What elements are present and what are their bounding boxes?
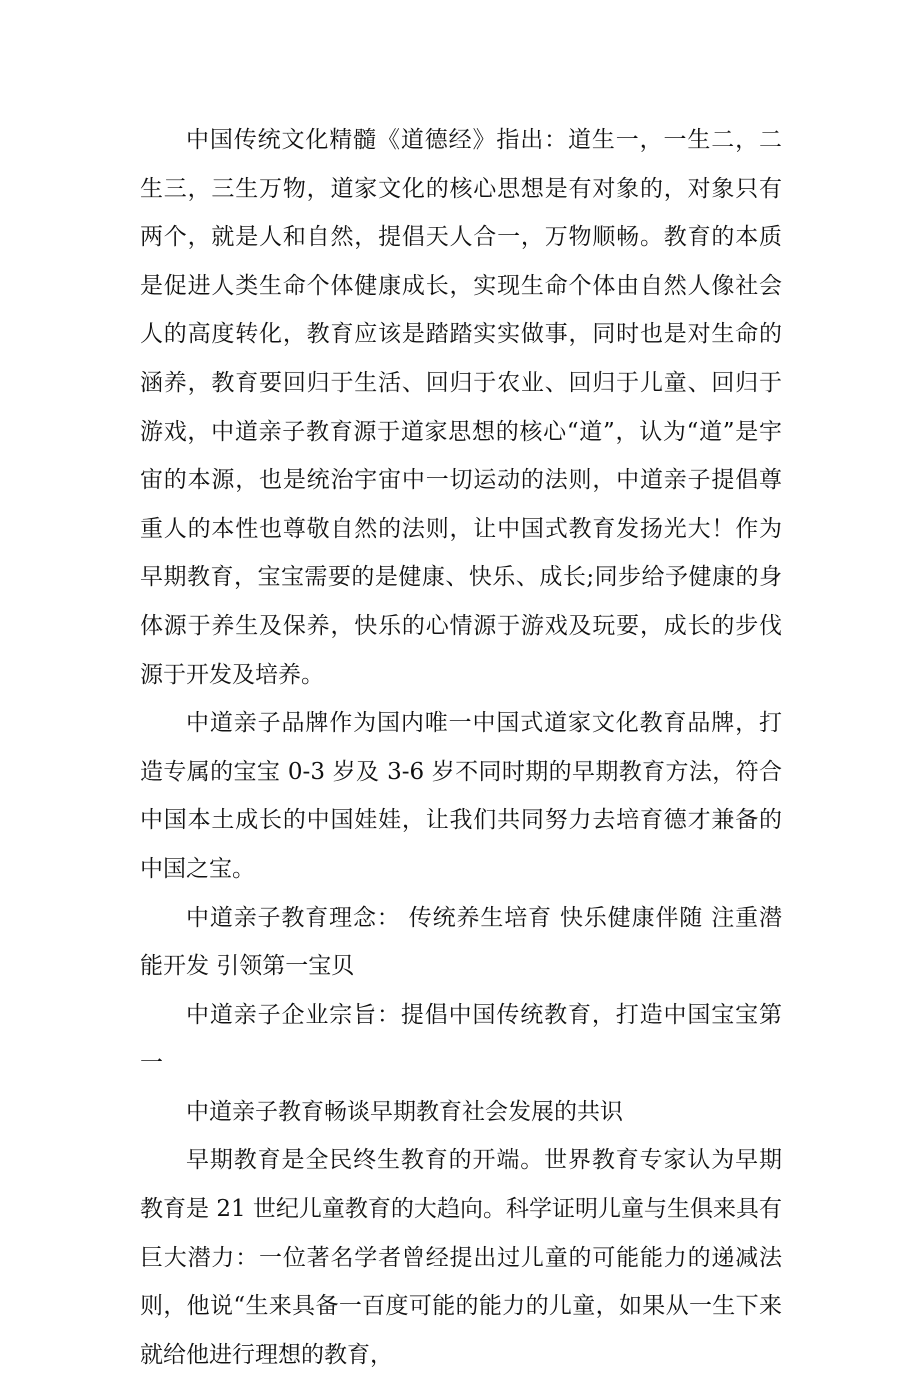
paragraph-early-education: 早期教育是全民终生教育的开端。世界教育专家认为早期教育是 21 世纪儿童教育的大趋向。科学证明儿童与生俱来具有巨大潜力：一位著名学者曾经提出过儿童的可能能力的递减法则，他说“生来具备一百度可能的能力的儿童，如果从一生下来就给他进行理想的教育， xyxy=(140,1147,782,1368)
paragraph-brand: 中道亲子品牌作为国内唯一中国式道家文化教育品牌，打造专属的宝宝 0-3 岁及 3-6 岁不同时期的早期教育方法，符合中国本土成长的中国娃娃，让我们共同努力去培育德才兼备的中国之宝。 xyxy=(140,710,782,882)
paragraph-daodejing: 中国传统文化精髓《道德经》指出：道生一，一生二，二生三，三生万物，道家文化的核心思想是有对象的，对象只有两个，就是人和自然，提倡天人合一，万物顺畅。教育的本质是促进人类生命个体健康成长，实现生命个体由自然人像社会人的高度转化，教育应该是踏踏实实做事，同时也是对生命的涵养，教育要回归于生活、回归于农业、回归于儿童、回归于游戏，中道亲子教育源于道家思想的核心“道”，认为“道”是宇宙的本源，也是统治宇宙中一切运动的法则，中道亲子提倡尊重人的本性也尊敬自然的法则，让中国式教育发扬光大！作为早期教育，宝宝需要的是健康、快乐、成长;同步给予健康的身体源于养生及保养，快乐的心情源于游戏及玩要，成长的步伐源于开发及培养。 xyxy=(140,127,782,688)
paragraph-heading-consensus: 中道亲子教育畅谈早期教育社会发展的共识 xyxy=(186,1098,623,1125)
paragraph-philosophy: 中道亲子教育理念： 传统养生培育 快乐健康伴随 注重潜能开发 引领第一宝贝 xyxy=(140,904,782,980)
document-body xyxy=(140,116,782,1379)
paragraph-mission: 中道亲子企业宗旨：提倡中国传统教育，打造中国宝宝第一 xyxy=(140,1001,782,1077)
